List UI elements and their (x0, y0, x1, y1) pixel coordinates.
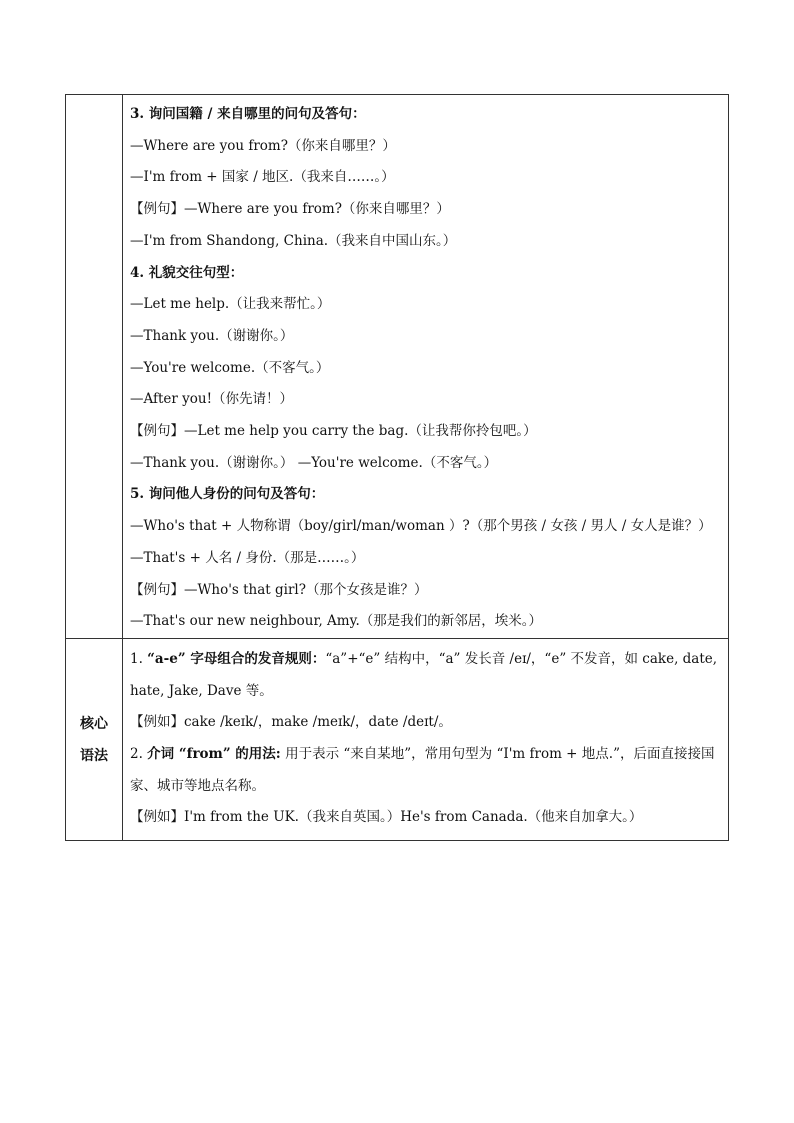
text-line: —After you!（你先请！） (130, 391, 294, 408)
text-line: —Who's that + 人物称谓（boy/girl/man/woman ）?（那个男孩 / 女孩 / 男人 / 女人是谁？） (130, 518, 712, 535)
section-heading: 5. 询问他人身份的问句及答句： (130, 486, 325, 503)
text-line: 【例句】—Who's that girl?（那个女孩是谁？） (130, 581, 428, 598)
text-line: 【例句】—Where are you from?（你来自哪里？） (130, 201, 450, 218)
grammar-item-number: 2. (130, 746, 148, 763)
row-label-cell-empty (66, 95, 123, 639)
grammar-item-2 (130, 739, 721, 802)
text-line: —I'm from Shandong, China.（我来自中国山东。） (130, 232, 457, 249)
grammar-item-1 (130, 644, 721, 707)
grammar-item-term: 介词 “from” 的用法: (147, 746, 281, 763)
grammar-item-desc: “a”+“e” 结构中，“a” 发长音 /eɪ/，“e” 不发音，如 cake, date, hate, Jake, Dave 等。 (130, 650, 718, 699)
section-heading: 4. 礼貌交往句型： (130, 264, 244, 281)
row-label-grammar: 语法 (80, 747, 108, 764)
text-line: —Thank you.（谢谢你。） —You're welcome.（不客气。） (130, 454, 498, 471)
grammar-item-desc: 用于表示 “来自某地”，常用句型为 “I'm from + 地点.”，后面直接接国家、城市等地点名称。 (130, 746, 715, 794)
core-grammar-cell (123, 638, 729, 840)
text-line: —Where are you from?（你来自哪里？） (130, 137, 396, 154)
grammar-item-number: 1. (130, 650, 148, 667)
grammar-item-1-example: 【例如】cake /keɪk/，make /meɪk/，date /deɪt/。 (130, 714, 452, 731)
table-row (66, 638, 729, 840)
row-label-core: 核心 (80, 715, 108, 732)
text-line: 【例句】—Let me help you carry the bag.（让我帮你拎包吧。） (130, 423, 537, 440)
text-line: —That's + 人名 / 身份.（那是……。） (130, 549, 365, 566)
sentence-patterns-list (130, 99, 721, 638)
text-line: —Let me help.（让我来帮忙。） (130, 296, 331, 313)
table-row (66, 95, 729, 639)
notes-table (65, 94, 729, 841)
grammar-item-2-example: 【例如】I'm from the UK.（我来自英国。）He's from Canada.（他来自加拿大。） (130, 809, 643, 826)
text-line: —That's our new neighbour, Amy.（那是我们的新邻居，埃米。） (130, 613, 542, 630)
sentence-patterns-cell (123, 95, 729, 639)
text-line: —You're welcome.（不客气。） (130, 359, 330, 376)
text-line: —Thank you.（谢谢你。） (130, 327, 294, 344)
text-line: —I'm from + 国家 / 地区.（我来自……。） (130, 169, 395, 186)
grammar-item-term: “a-e” 字母组合的发音规则： (147, 650, 326, 667)
row-label-cell (66, 638, 123, 840)
section-heading: 3. 询问国籍 / 来自哪里的问句及答句： (130, 106, 366, 122)
